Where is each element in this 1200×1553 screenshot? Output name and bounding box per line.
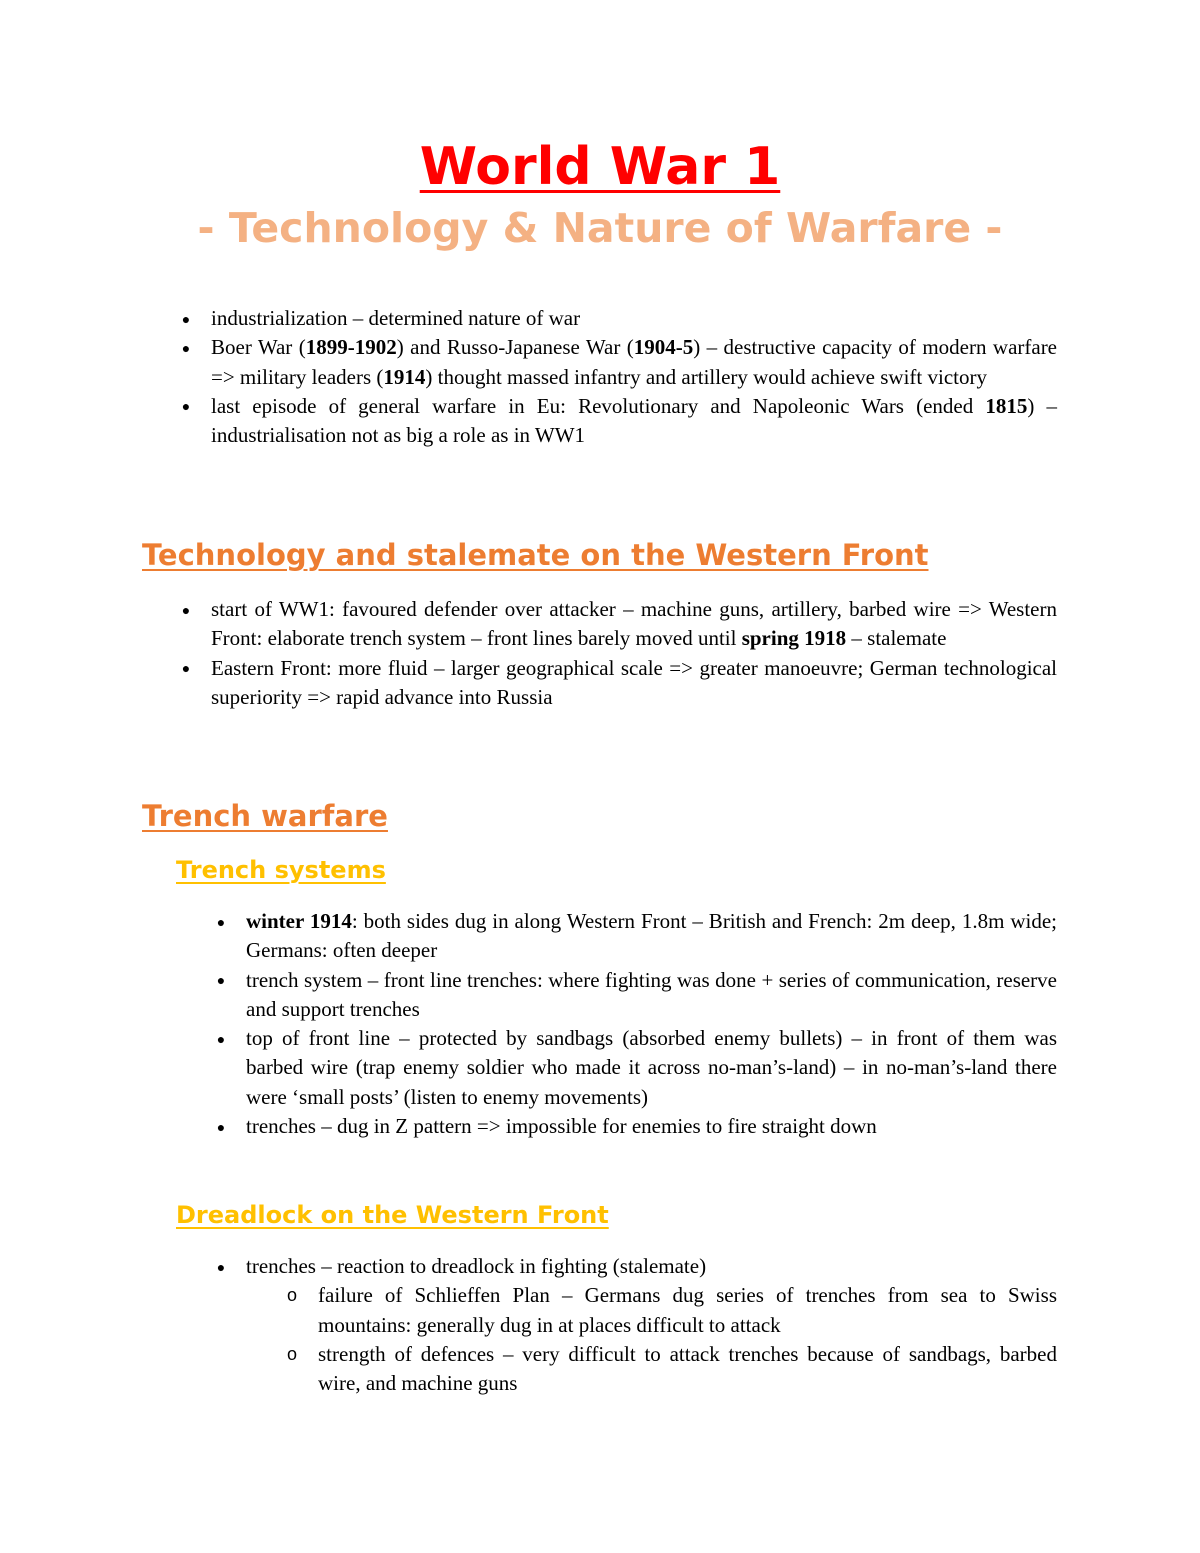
item-text xyxy=(246,1026,1057,1109)
text-run: Boer War ( xyxy=(211,335,306,360)
page-subtitle: - Technology & Nature of Warfare - xyxy=(197,204,1003,252)
page-title: World War 1 xyxy=(419,137,781,197)
bold-text: winter 1914 xyxy=(246,909,352,933)
text-run: – stalemate xyxy=(846,626,947,651)
text-run: ) and Russo-Japanese War ( xyxy=(396,335,634,360)
text-run: top of front line – protected by sandbags (absorbed enemy bullets) – in front of them was barbed wire (trap enemy soldier who made it across no-man’s-land) – in no-man’s-land there were ‘small posts’ (listen to enemy movements) xyxy=(246,1026,1057,1109)
subsection-heading-trench-systems: Trench systems xyxy=(176,856,386,884)
bullet-icon xyxy=(211,1112,231,1143)
list-item xyxy=(211,333,1057,392)
list-item xyxy=(211,595,1057,654)
subitem-text: strength of defences – very difficult to attack trenches because of sandbags, barbed wire, and machine guns xyxy=(318,1341,1057,1396)
technology-list xyxy=(211,595,1057,712)
list-item xyxy=(211,654,1057,713)
text-run: trenches – dug in Z pattern => impossible for enemies to fire straight down xyxy=(246,1114,877,1139)
text-run: : both sides dug in along Western Front – British and French: 2m deep, 1.8m wide; Germans: often deeper xyxy=(246,909,1057,963)
list-item xyxy=(211,304,1057,333)
item-text xyxy=(211,394,1057,447)
bullet-icon xyxy=(176,654,196,685)
bullet-icon xyxy=(211,1252,231,1283)
intro-list xyxy=(211,304,1057,450)
text-run: industrialization – determined nature of war xyxy=(211,306,581,330)
bullet-icon xyxy=(176,333,196,364)
text-run: ) thought massed infantry and artillery would achieve swift victory xyxy=(425,364,987,389)
trench-systems-list xyxy=(246,907,1057,1141)
text-run: ) – industrialisation not as big a role as in WW1 xyxy=(211,393,1057,448)
circle-bullet-icon: o xyxy=(286,1343,297,1364)
bullet-icon xyxy=(176,392,196,423)
bullet-icon xyxy=(176,304,196,335)
bold-text: spring 1918 xyxy=(741,626,847,651)
text-run: ) – destructive capacity of modern warfare => military leaders ( xyxy=(211,335,1058,389)
bullet-icon xyxy=(176,595,196,626)
item-text xyxy=(211,335,1057,388)
item-text xyxy=(211,306,580,330)
bold-text: 1904-5 xyxy=(633,335,694,360)
subitem-text: failure of Schlieffen Plan – Germans dug series of trenches from sea to Swiss mountains: generally dug in at places difficult to attack xyxy=(318,1283,1057,1337)
list-item xyxy=(211,392,1057,451)
dreadlock-list xyxy=(246,1252,1057,1398)
item-text xyxy=(246,968,1057,1021)
list-item xyxy=(246,1112,1057,1141)
list-item xyxy=(246,966,1057,1025)
text-run: last episode of general warfare in Eu: Revolutionary and Napoleonic Wars (ended xyxy=(211,393,986,418)
text-run: start of WW1: favoured defender over attacker – machine guns, artillery, barbed wire => Western Front: elaborate trench system – front lines barely moved until xyxy=(211,597,1057,651)
item-text xyxy=(211,597,1057,650)
bullet-icon xyxy=(211,1024,231,1055)
item-text xyxy=(211,656,1057,709)
list-item xyxy=(246,1252,1057,1398)
list-item xyxy=(246,907,1057,966)
text-run: Eastern Front: more fluid – larger geographical scale => greater manoeuvre; German technological superiority => rapid advance into Russia xyxy=(211,655,1057,709)
item-text xyxy=(246,1114,877,1138)
subsection-heading-dreadlock: Dreadlock on the Western Front xyxy=(176,1201,609,1229)
sublist-item xyxy=(286,1281,1057,1340)
bold-text: 1815 xyxy=(985,393,1028,418)
list-item xyxy=(246,1024,1057,1112)
bold-text: 1914 xyxy=(383,364,426,389)
dreadlock-sublist xyxy=(286,1281,1057,1398)
bullet-icon xyxy=(211,907,231,938)
circle-bullet-icon: o xyxy=(286,1285,297,1306)
bullet-icon xyxy=(211,966,231,997)
bold-text: 1899-1902 xyxy=(305,335,397,360)
item-text: trenches – reaction to dreadlock in fighting (stalemate) xyxy=(246,1254,707,1278)
section-heading-technology: Technology and stalemate on the Western Front xyxy=(142,538,929,572)
text-run: trench system – front line trenches: where fighting was done + series of communication, reserve and support trenches xyxy=(246,967,1057,1021)
sublist-item xyxy=(286,1340,1057,1399)
item-text xyxy=(246,909,1057,962)
section-heading-trench-warfare: Trench warfare xyxy=(142,799,388,833)
